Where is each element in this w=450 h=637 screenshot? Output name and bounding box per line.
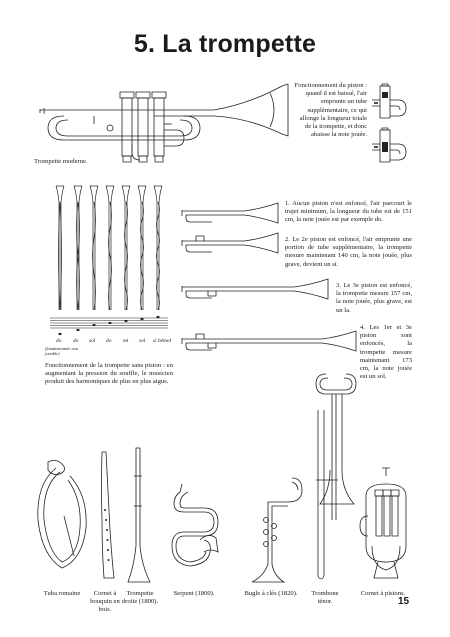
trumpet-config-2 [182, 232, 282, 256]
trumpet-config-1 [182, 202, 282, 226]
bugle-cles-illustration [244, 476, 304, 584]
cornet-pistons-illustration [356, 466, 416, 582]
piston-config-4-text: 4. Les 1er et 3e piston sont enfoncés, la trompette mesure maintenant 173 cm, la note jouée est un sol. [360, 324, 412, 381]
note-label: si bémol [153, 338, 172, 344]
trumpet-config-3 [182, 278, 332, 302]
piston-config-1-text: 1. Aucun piston n'est enfoncé, l'air parcourt le trajet minimum, la longueur du tube est de 151 cm, la note jouée est par exemple do. [285, 200, 412, 224]
cornet-pistons-label: Cornet à pistons. [360, 590, 406, 597]
piston-down-diagram [372, 126, 412, 166]
note-label: sol [89, 338, 96, 344]
piston-config-3-text: 3. Le 3e piston est enfoncé, la trompette mesure 157 cm, la note jouée, plus grave, est un la. [336, 282, 412, 314]
page-title: 5. La trompette [133, 30, 317, 58]
cornet-bouquin-illustration [92, 450, 120, 584]
note-label: do [56, 338, 62, 344]
piston-up-diagram [372, 84, 412, 122]
tuba-romaine-label: Tuba romaine [43, 590, 81, 597]
bugle-cles-label: Bugle à clés (1820). [244, 590, 298, 597]
note-label: sol [139, 338, 146, 344]
piston-config-2-text: 2. Le 2e piston est enfoncé, l'air emprunte une portion de tube supplémentaire, la trompette mesure maintenant 140 cm, la note jouée, plus grave, devient un si. [285, 236, 412, 268]
note-label: do [73, 338, 79, 344]
modern-trumpet-caption: Trompette moderne. [34, 158, 88, 165]
harmonic-tubes-illustration [50, 182, 170, 332]
page-number: 15 [398, 596, 410, 607]
piston-explanation-text: Fonctionnement du piston : quand il est baissé, l'air emprunte un tube supplémentaire, ce qui allonge la longueur totale de la trompette, et donc abaisse la note jouée. [294, 82, 367, 139]
fundamental-label: (fondamentale non jouable) [45, 346, 79, 357]
trumpet-config-4 [182, 330, 360, 354]
serpent-label: Serpent (1800). [173, 590, 215, 597]
trompette-droite-illustration [124, 446, 154, 586]
modern-trumpet-illustration [34, 80, 296, 170]
note-label: do [106, 338, 112, 344]
harmonics-caption: Fonctionnement de la trompette sans piston : en augmentant la pression du souffle, le musicien produit des harmoniques de plus en plus aigus. [45, 362, 173, 386]
trompette-droite-label: Trompette droite (1800). [121, 590, 159, 606]
serpent-illustration [166, 482, 222, 584]
cornet-bouquin-label: Cornet à bouquin en bois. [90, 590, 120, 614]
tuba-romaine-illustration [34, 456, 90, 580]
note-label: mi [123, 338, 129, 344]
trombone-label: Trombone ténor. [311, 590, 339, 606]
